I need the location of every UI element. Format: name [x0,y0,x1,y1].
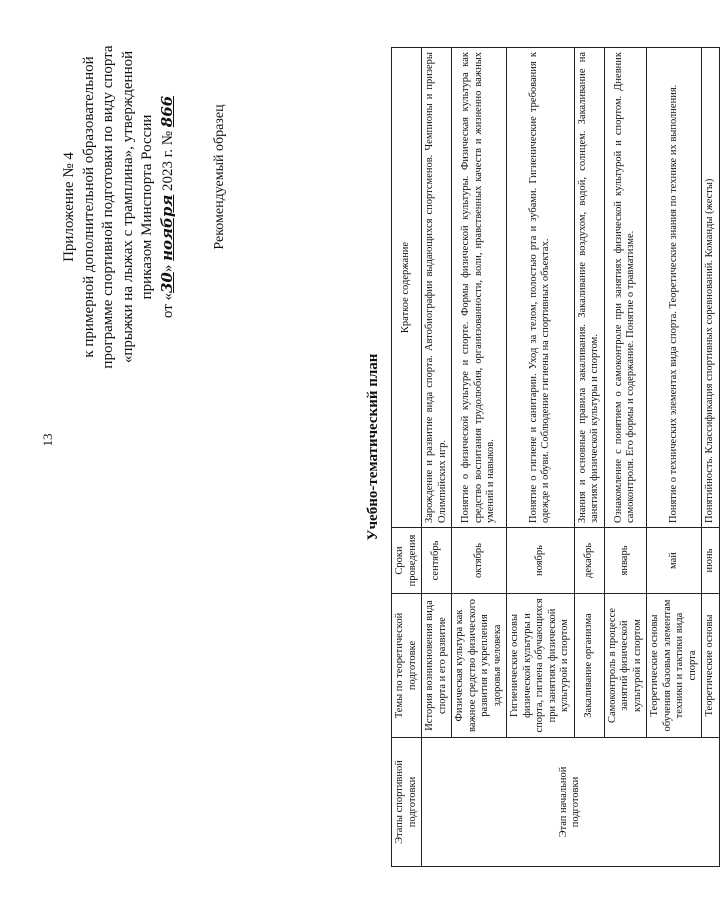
header-term: Сроки проведения [392,528,422,594]
topic-cell: Теоретические основы [702,594,720,738]
date-prefix: от « [159,293,176,319]
header-content: Краткое содержание [392,48,422,528]
content-cell: Понятие о гигиене и санитарии. Уход за телом, полостью рта и зубами. Гигиенические требования к одежде и обуви. Соблюдение гигиены на спортивных объектах. [507,48,575,528]
header-stage: Этапы спортивной подготовки [392,738,422,867]
date-year: 2023 г. № [159,127,176,195]
topic-cell: История возникновения вида спорта и его развитие [422,594,452,738]
content-cell: Ознакомление с понятием о самоконтроле при занятиях физической культурой и спортом. Дневник самоконтроля. Его формы и содержание. Понятие о травматизме. [604,48,647,528]
term-cell: май [647,528,702,594]
handwritten-day: 30 [157,272,176,293]
handwritten-order-number: 866 [157,95,176,128]
annex-number: Приложение № 4 [61,152,77,262]
curriculum-table [391,47,720,867]
recommended-sample-note: Рекомендуемый образец [212,104,227,250]
term-cell: ноябрь [507,528,575,594]
annex-date-line [158,42,179,372]
topic-cell: Самоконтроль в процессе занятий физической культурой и спортом [604,594,647,738]
content-cell: Зарождение и развитие вида спорта. Автобиографии выдающихся спортсменов. Чемпионы и призеры Олимпийских игр. [422,48,452,528]
plan-title: Учебно-тематический план [365,353,381,541]
topic-cell: Теоретические основы обучения базовым элементам техники и тактики вида спорта [647,594,702,738]
term-cell: сентябрь [422,528,452,594]
term-cell: июнь [702,528,720,594]
handwritten-month: ноября [157,194,176,261]
content-cell: Знания и основные правила закаливания. Закаливание воздухом, водой, солнцем. Закаливание на занятиях физической культуры и спортом. [574,48,604,528]
header-topic: Темы по теоретической подготовке [392,594,422,738]
content-cell: Понятие о физической культуре и спорте. Формы физической культуры. Физическая культура как средство воспитания трудолюбия, организованности, воли, нравственных качеств и жизненно важных умений и навыков. [452,48,507,528]
annex-line-program: к примерной дополнительной образовательной [80,56,97,358]
date-separator: » [159,260,176,273]
annex-line-order: приказом Минспорта России [139,114,155,300]
content-cell: Понятийность. Классификация спортивных соревнований. Команды (жесты) [702,48,720,528]
content-cell: Понятие о технических элементах вида спорта. Теоретические знания по технике их выполнения. [647,48,702,528]
term-cell: октябрь [452,528,507,594]
table-header-row [392,48,422,867]
annex-line-sport: программе спортивной подготовки по виду спорта [100,45,116,369]
annex-header [60,42,178,372]
topic-cell: Физическая культура как важное средство физического развития и укрепления здоровья человека [452,594,507,738]
term-cell: январь [604,528,647,594]
annex-line-discipline: «прыжки на лыжах с трамплина», утвержденной [119,50,136,364]
topic-cell: Гигиенические основы физической культуры и спорта, гигиена обучающихся при занятиях физической культурой и спортом [507,594,575,738]
term-cell: декабрь [574,528,604,594]
topic-cell: Закаливание организма [574,594,604,738]
page-number: 13 [40,433,55,447]
table-row [422,48,452,867]
stage-cell: Этап начальной подготовки [422,738,720,867]
